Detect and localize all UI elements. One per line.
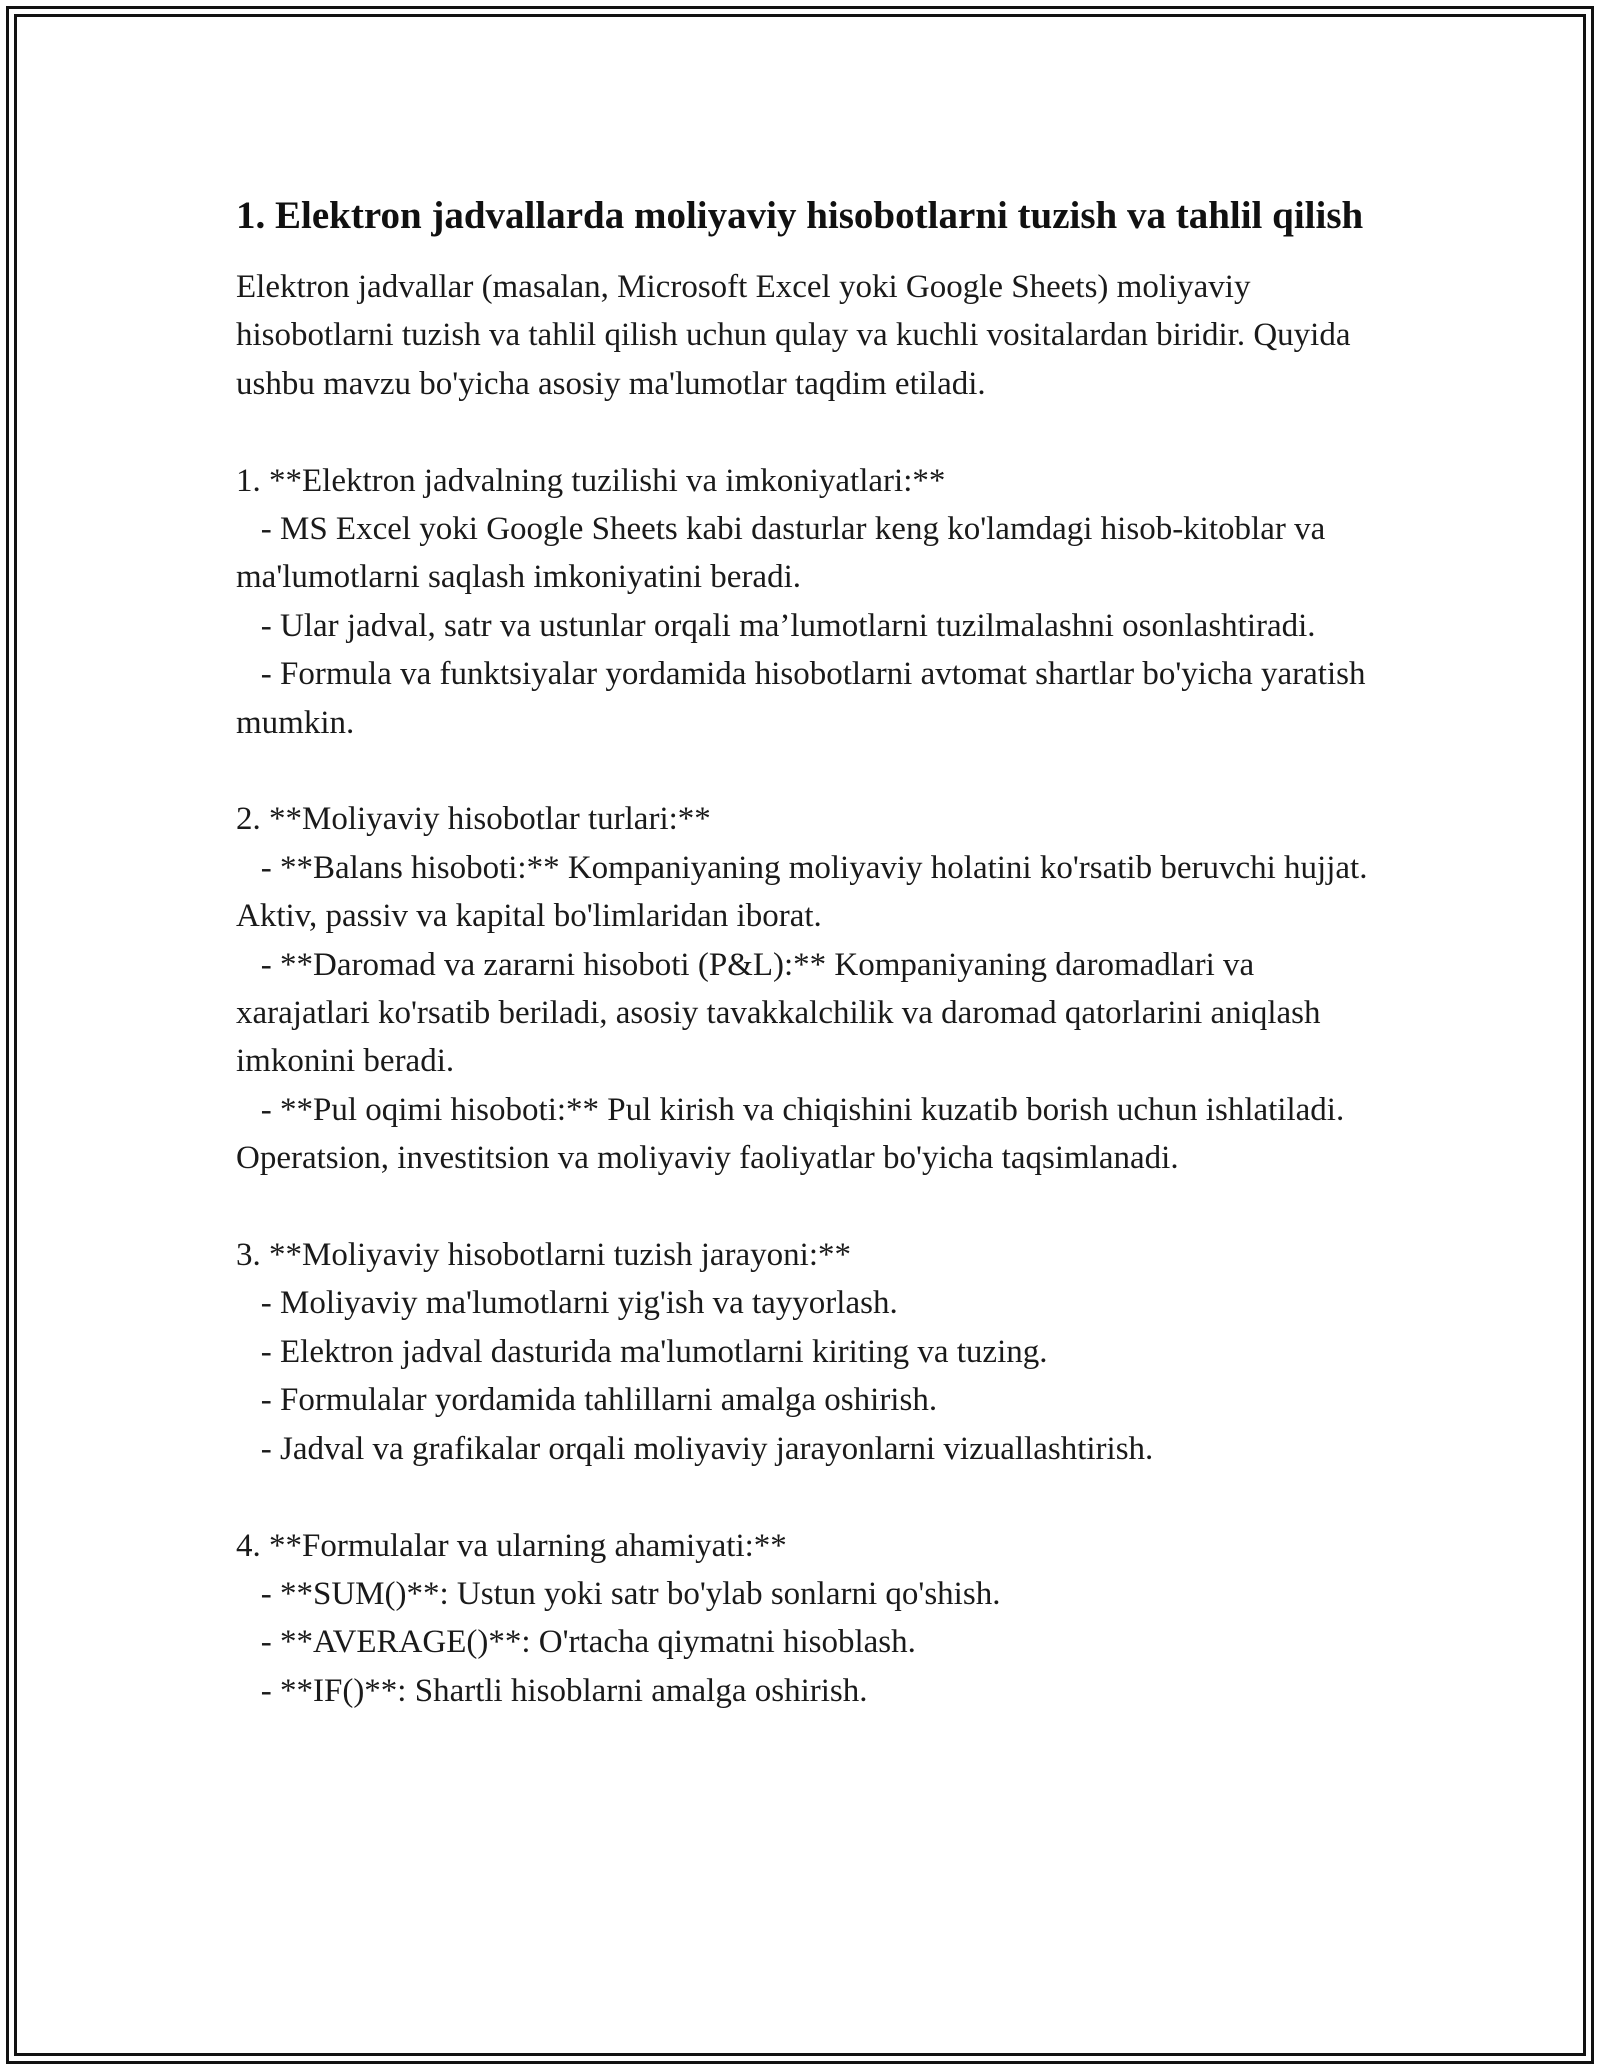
- section-4: [236, 1522, 1376, 1716]
- list-item: - **AVERAGE()**: O'rtacha qiymatni hisoblash.: [236, 1624, 916, 1661]
- section-title: 4. **Formulalar va ularning ahamiyati:**: [236, 1527, 787, 1564]
- list-item: - **Daromad va zararni hisoboti (P&L):** Kompaniyaning daromadlari va xarajatlari ko'rsatib beriladi, asosiy tavakkalchilik va daromad qatorlarini aniqlash imkonini beradi.: [236, 946, 1329, 1080]
- paragraph-gap: [236, 1183, 1376, 1231]
- paragraph-gap: [236, 747, 1376, 795]
- list-item: - Formulalar yordamida tahlillarni amalga oshirish.: [236, 1382, 938, 1419]
- section-3: [236, 1231, 1376, 1473]
- list-item: - **Balans hisoboti:** Kompaniyaning moliyaviy holatini ko'rsatib beruvchi hujjat. Aktiv, passiv va kapital bo'limlaridan iborat.: [236, 849, 1374, 935]
- list-item: - Formula va funktsiyalar yordamida hisobotlarni avtomat shartlar bo'yicha yaratish mumkin.: [236, 656, 1374, 741]
- paragraph-gap: [236, 1473, 1376, 1521]
- document-body: [236, 188, 1376, 1715]
- section-2: [236, 795, 1376, 1182]
- list-item: - **SUM()**: Ustun yoki satr bo'ylab sonlarni qo'shish.: [236, 1575, 1001, 1612]
- page-title: 1. Elektron jadvallarda moliyaviy hisobotlarni tuzish va tahlil qilish: [236, 194, 1364, 237]
- paragraph-gap: [236, 408, 1376, 456]
- section-title: 2. **Moliyaviy hisobotlar turlari:**: [236, 801, 711, 838]
- list-item: - **Pul oqimi hisoboti:** Pul kirish va chiqishini kuzatib borish uchun ishlatiladi. Operatsion, investitsion va moliyaviy faoliyatlar bo'yicha taqsimlanadi.: [236, 1091, 1353, 1177]
- intro-paragraph: Elektron jadvallar (masalan, Microsoft Excel yoki Google Sheets) moliyaviy hisobotlarni tuzish va tahlil qilish uchun qulay va kuchli vositalardan biridir. Quyida ushbu mavzu bo'yicha asosiy ma'lumotlar taqdim etiladi.: [236, 269, 1359, 402]
- list-item: - **IF()**: Shartli hisoblarni amalga oshirish.: [236, 1672, 868, 1709]
- section-title: 1. **Elektron jadvalning tuzilishi va imkoniyatlari:**: [236, 462, 946, 499]
- list-item: - Moliyaviy ma'lumotlarni yig'ish va tayyorlash.: [236, 1285, 898, 1322]
- list-item: - Ular jadval, satr va ustunlar orqali ma’lumotlarni tuzilmalashni osonlashtiradi.: [236, 607, 1316, 644]
- list-item: - Elektron jadval dasturida ma'lumotlarni kiriting va tuzing.: [236, 1333, 1048, 1370]
- list-item: - Jadval va grafikalar orqali moliyaviy jarayonlarni vizuallashtirish.: [236, 1430, 1154, 1467]
- list-item: - MS Excel yoki Google Sheets kabi dasturlar keng ko'lamdagi hisob-kitoblar va ma'lumotlarni saqlash imkoniyatini beradi.: [236, 511, 1334, 596]
- section-1: [236, 457, 1376, 747]
- section-title: 3. **Moliyaviy hisobotlarni tuzish jarayoni:**: [236, 1237, 852, 1274]
